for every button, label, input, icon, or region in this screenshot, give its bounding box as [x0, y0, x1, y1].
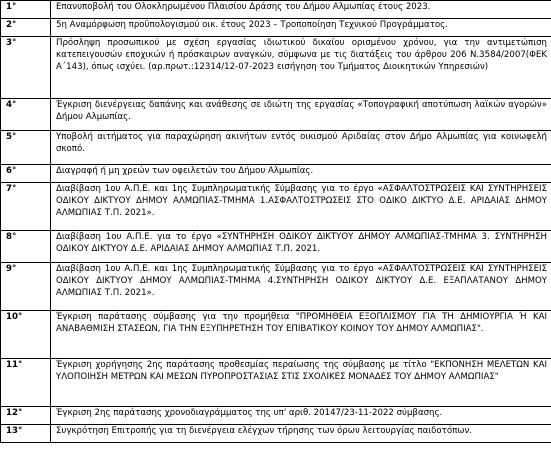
item-text: Διαβίβαση 1ου Α.Π.Ε. και 1ης Συμπληρωματικής Σύμβασης για το έργο «ΑΣΦΑΛΤΟΣΤΡΩΣΕΙΣ ΚΑΙ ΣΥΝΤΗΡΗΣΕΙΣ ΟΔΙΚΟΥ ΔΙΚΤΥΟΥ ΔΗΜΟΥ ΑΛΜΩΠΙΑΣ-ΤΜΗΜΑ 1.ΑΣΦΑΛΤΟΣΤΡΩΣΕΙΣ ΣΤΟ ΟΔΙΚΟ ΔΙΚΤΥΟ Δ.Ε. ΑΡΙΔΑΙΑΣ ΔΗΜΟΥ ΑΛΜΩΠΙΑΣ Τ.Π. 2021». — [51, 183, 551, 231]
item-text: Υποβολή αιτήματος για παραχώρηση ακινήτων εντός οικισμού Αριδαίας στον Δήμο Αλμωπίας για κοινωφελή σκοπό. — [51, 131, 551, 165]
table-row — [1, 165, 551, 183]
item-text: 5η Αναμόρφωση προϋπολογισμού οικ. έτους 2023 – Τροποποίηση Τεχνικού Προγράμματος. — [51, 19, 551, 37]
item-number: 1° — [1, 1, 51, 19]
item-number: 6° — [1, 165, 51, 183]
item-number: 10° — [1, 311, 51, 359]
table-row — [1, 263, 551, 311]
table-row — [1, 425, 551, 443]
item-number: 7° — [1, 183, 51, 231]
table-row — [1, 1, 551, 19]
item-number: 12° — [1, 407, 51, 425]
item-text: Έγκριση διενέργειας δαπάνης και ανάθεσης σε ιδιώτη της εργασίας «Τοπογραφική αποτύπωση λαϊκών αγορών» Δήμου Αλμωπίας. — [51, 99, 551, 131]
item-text: Πρόσληψη προσωπικού με σχέση εργασίας ιδιωτικού δικαίου ορισμένου χρόνου, για την αντιμετώπιση κατεπειγουσών εποχικών ή πρόσκαιρων αναγκών, σύμφωνα με τις διατάξεις του άρθρου 206 Ν.3584/2007(ΦΕΚ Α΄143), όπως ισχύει. (αρ.πρωτ.:12314/12-07-2023 εισήγηση του Τμήματος Διοικητικών Υπηρεσιών) — [51, 37, 551, 99]
table-row — [1, 183, 551, 231]
item-text: Διαγραφή ή μη χρεών των οφειλετών του Δήμου Αλμωπίας. — [51, 165, 551, 183]
table-row — [1, 311, 551, 359]
item-text: Έγκριση παράτασης σύμβασης για την προμήθεια "ΠΡΟΜΗΘΕΙΑ ΕΞΟΠΛΙΣΜΟΥ ΓΙΑ ΤΗ ΔΗΜΙΟΥΡΓΙΑ Ή ΚΑΙ ΑΝΑΒΑΘΜΙΣΗ ΣΤΑΣΕΩΝ, ΓΙΑ ΤΗΝ ΕΞΥΠΗΡΕΤΗΣΗ ΤΟΥ ΕΠΙΒΑΤΙΚΟΥ ΚΟΙΝΟΥ ΤΟΥ ΔΗΜΟΥ ΑΛΜΩΠΙΑΣ". — [51, 311, 551, 359]
item-text: Διαβίβαση 1ου Α.Π.Ε. και 1ης Συμπληρωματικής Σύμβασης για το έργο «ΑΣΦΑΛΤΟΣΤΡΩΣΕΙΣ ΚΑΙ ΣΥΝΤΗΡΗΣΕΙΣ ΟΔΙΚΟΥ ΔΙΚΤΥΟΥ ΔΗΜΟΥ ΑΛΜΩΠΙΑΣ-ΤΜΗΜΑ 4.ΣΥΝΤΗΡΗΣΗ ΟΔΙΚΟΥ ΔΙΚΤΥΟΥ Δ.Ε. ΕΞΑΠΛΑΤΑΝΟΥ ΔΗΜΟΥ ΑΛΜΩΠΙΑΣ Τ.Π. 2021». — [51, 263, 551, 311]
item-number: 2° — [1, 19, 51, 37]
item-number: 5° — [1, 131, 51, 165]
table-row — [1, 407, 551, 425]
table-row — [1, 359, 551, 407]
item-text: Επανυποβολή του Ολοκληρωμένου Πλαισίου Δράσης του Δήμου Αλμωπίας έτους 2023. — [51, 1, 551, 19]
table-row — [1, 19, 551, 37]
item-text: Έγκριση χορήγησης 2ης παράτασης προθεσμίας περαίωσης της σύμβασης με τίτλο "ΕΚΠΟΝΗΣΗ ΜΕΛΕΤΩΝ ΚΑΙ ΥΛΟΠΟΙΗΣΗ ΜΕΤΡΩΝ ΚΑΙ ΜΕΣΩΝ ΠΥΡΟΠΡΟΣΤΑΣΙΑΣ ΣΤΙΣ ΣΧΟΛΙΚΕΣ ΜΟΝΑΔΕΣ ΤΟΥ ΔΗΜΟΥ ΑΛΜΩΠΙΑΣ" — [51, 359, 551, 407]
item-number: 11° — [1, 359, 51, 407]
item-number: 13° — [1, 425, 51, 443]
item-number: 8° — [1, 231, 51, 263]
item-text: Έγκριση 2ης παράτασης χρονοδιαγράμματος της υπ' αριθ. 20147/23-11-2022 σύμβασης. — [51, 407, 551, 425]
item-text: Συγκρότηση Επιτροπής για τη διενέργεια ελέγχων τήρησης των όρων λειτουργίας παιδοτόπων. — [51, 425, 551, 443]
table-row — [1, 99, 551, 131]
item-text: Διαβίβαση 1ου Α.Π.Ε. για το έργο «ΣΥΝΤΗΡΗΣΗ ΟΔΙΚΟΥ ΔΙΚΤΥΟΥ ΔΗΜΟΥ ΑΛΜΩΠΙΑΣ-ΤΜΗΜΑ 3. ΣΥΝΤΗΡΗΣΗ ΟΔΙΚΟΥ ΔΙΚΤΥΟΥ Δ.Ε. ΑΡΙΔΑΙΑΣ ΔΗΜΟΥ ΑΛΜΩΠΙΑΣ Τ.Π. 2021. — [51, 231, 551, 263]
item-number: 4° — [1, 99, 51, 131]
table-row — [1, 131, 551, 165]
item-number: 9° — [1, 263, 51, 311]
item-number: 3° — [1, 37, 51, 99]
table-row — [1, 231, 551, 263]
table-row — [1, 37, 551, 99]
